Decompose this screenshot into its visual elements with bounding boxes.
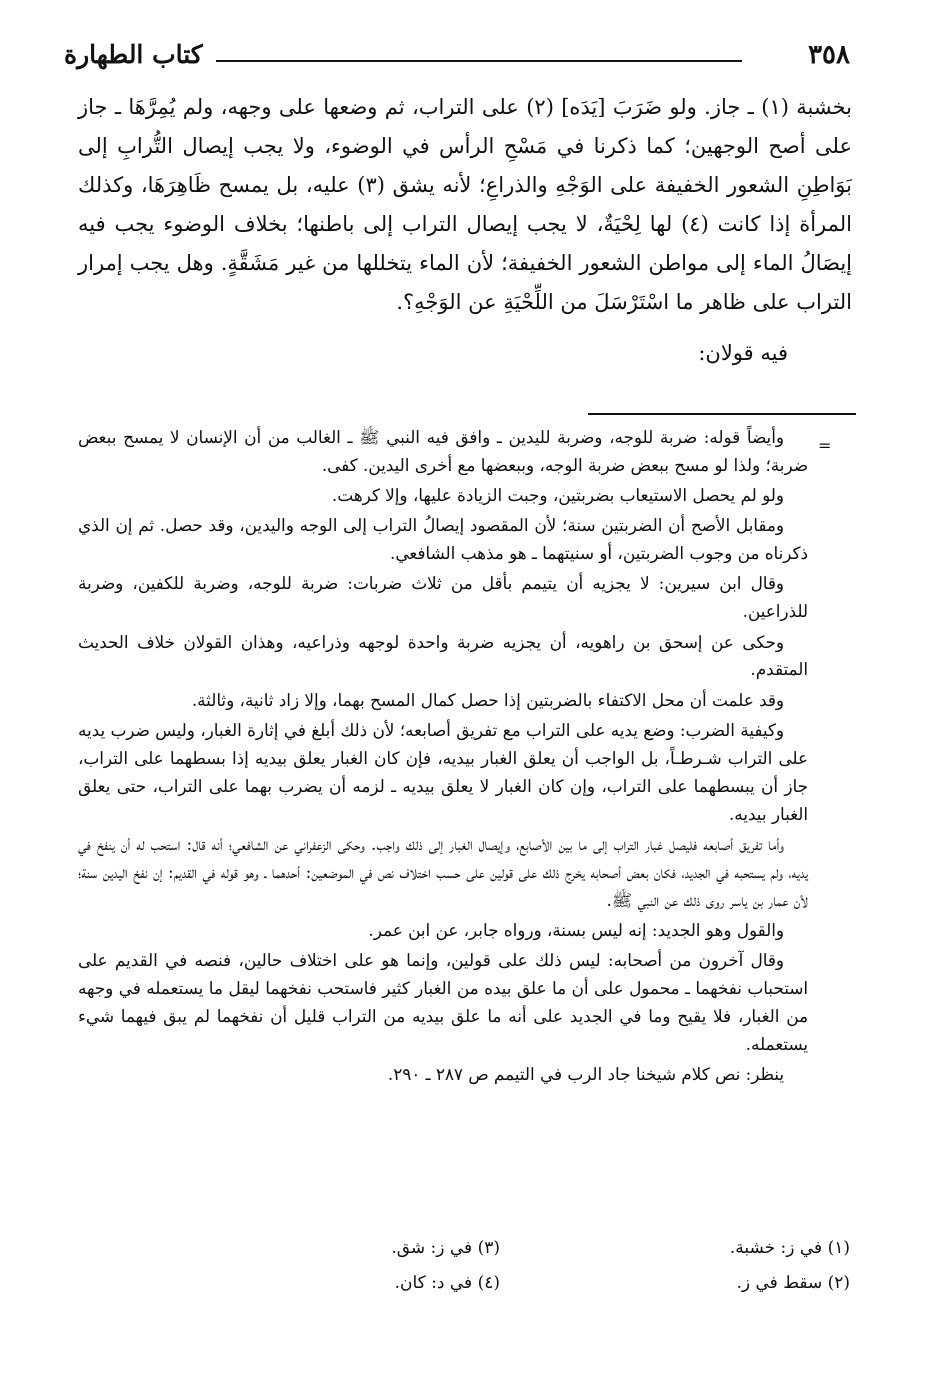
commentary-paragraph: وأيضاً قوله: ضربة للوجه، وضربة لليدين ـ وافق فيه النبي ﷺ ـ الغالب من أن الإنسان لا يمسح ببعض ضربة؛ ولذا لو مسح ببعض ضربة الوجه، وببعضها مع أخرى اليدين. كفى. (78, 427, 808, 475)
commentary-notes (78, 424, 808, 1091)
commentary-paragraph: وقال ابن سيرين: لا يجزيه أن يتيمم بأقل من ثلاث ضربات: ضربة للوجه، وضربة للكفين، وضربة للذراعين. (78, 573, 808, 622)
footnote-4: (٤) في د: كان. (394, 1273, 500, 1293)
commentary-paragraph: وقد علمت أن محل الاكتفاء بالضربتين إذا حصل كمال المسح بهما، وإلا زاد ثانية، وثالثة. (191, 689, 784, 710)
footnote-3: (٣) في ز: شق. (391, 1238, 500, 1258)
book-title: كتاب الطهارة (64, 40, 203, 69)
commentary-paragraph: ومقابل الأصح أن الضربتين سنة؛ لأن المقصود إيصالُ التراب إلى الوجه واليدين، وقد حصل. ثم إن الذي ذكرناه من وجوب الضربتين، أو سنيتهما ـ هو مذهب الشافعي. (78, 515, 808, 564)
commentary-paragraph: وأما تفريق أصابعه فليصل غبار التراب إلى ما بين الأصابع، وإيصال الغبار إلى ذلك واجب. وحكى الزعفراني عن الشافعي؛ أنه قال: استحب له أن ينفخ في يديه، ولم يستحبه في الجديد، فكان بعض أصحابه يخرج ذلك على قولين على حسب اختلاف نص في الموضعين: أحدهما ـ وهو قوله في القديم: إن نفخ اليدين سنة؛ لأن عمار بن ياسر روى ذلك عن النبي ﷺ. (78, 833, 808, 910)
header-rule (216, 60, 742, 62)
footnote-2: (٢) سقط في ز. (736, 1273, 850, 1293)
footnote-1: (١) في ز: خشبة. (729, 1238, 850, 1258)
continuation-mark: = (818, 436, 832, 455)
commentary-paragraph: ولو لم يحصل الاستيعاب بضربتين، وجبت الزيادة عليها، وإلا كرهت. (331, 485, 784, 506)
commentary-paragraph: وقال آخرون من أصحابه: ليس ذلك على قولين، وإنما هو على اختلاف حالين، فنصه في القديم على استحباب نفخهما ـ محمول على أن ما علق بيده من الغبار كثير فاستحب نفخهما ليقل ما يستعمله في وجهه من الغبار، فلا يقيح وما في الجديد على أنه ما علق بيديه من التراب قليل أن نفخهما لم يبق فيهما شيء يستعمله. (78, 949, 808, 1054)
main-paragraph: بخشبة (١) ـ جاز. ولو ضَرَبَ [يَدَه] (٢) على التراب، ثم وضعها على وجهه، ولم يُمِرَّهَا ـ جاز على أصح الوجهين؛ كما ذكرنا في مَسْحِ الرأس في الوضوء، ولا يجب إيصال التُّرابِ إلى بَوَاطِنِ الشعور الخفيفة على الوَجْهِ والذراعِ؛ لأنه يشق (٣) عليه، بل يمسح ظَاهِرَهَا، وكذلك المرأة إذا كانت (٤) لها لِحْيَةٌ، لا يجب إيصال التراب إلى باطنها؛ بخلاف الوضوء يجب فيه إيصَالُ الماء إلى مواطن الشعور الخفيفة؛ لأن الماء يتخللها من غير مَشَقَّةٍ. وهل يجب إمرار التراب على ظاهر ما اسْتَرْسَلَ من اللِّحْيَةِ عن الوَجْهِ؟. (78, 95, 853, 314)
main-text (78, 88, 852, 373)
page-header (64, 40, 850, 74)
commentary-paragraph: وحكى عن إسحق بن راهويه، أن يجزيه ضربة واحدة لوجهه وذراعيه، وهذان القولان خلاف الحديث المتقدم. (78, 631, 808, 680)
footnotes (86, 1238, 850, 1304)
page-number: ٣٥٨ (808, 40, 850, 70)
footnote-separator (588, 413, 856, 415)
commentary-reference: ينظر: نص كلام شيخنا جاد الرب في التيمم ص ٢٨٧ ـ ٢٩٠. (387, 1063, 784, 1084)
commentary-paragraph: وكيفية الضرب: وضع يديه على التراب مع تفريق أصابعه؛ لأن ذلك أبلغ في إثارة الغبار، وليس ضرب يديه على التراب شـرطـاً، بل الواجب أن يعلق الغبار بيديه، فإن كان الغبار يعلق بيديه إذا بسطهما على التراب، جاز أن يبسطهما على التراب، وإن كان الغبار لا يعلق بيديه ـ لزمه أن يضرب بهما على التراب، حتى يعلق الغبار بيديه. (78, 719, 808, 824)
two-opinions-line: فيه قولان: (698, 341, 788, 365)
commentary-paragraph: والقول وهو الجديد: إنه ليس بسنة، ورواه جابر، عن ابن عمر. (368, 919, 784, 940)
